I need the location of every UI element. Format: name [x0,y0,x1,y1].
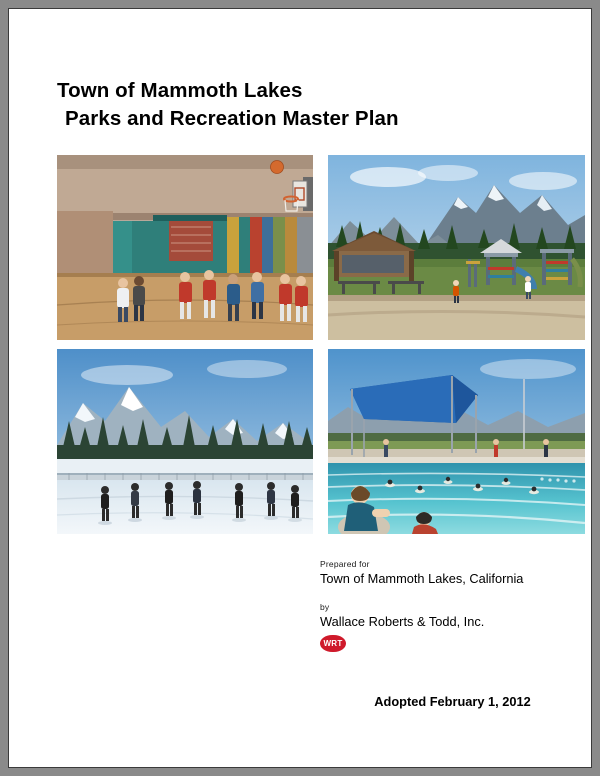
prepared-for-value: Town of Mammoth Lakes, California [320,571,524,586]
title-line-2: Parks and Recreation Master Plan [65,106,399,130]
page-title [57,77,557,132]
photo-basketball-gym [57,155,313,340]
adopted-date: Adopted February 1, 2012 [374,694,531,709]
photo-ice-rink [57,349,313,534]
prepared-for-label: Prepared for [320,559,370,569]
credits-block [320,559,585,652]
by-value: Wallace Roberts & Todd, Inc. [320,614,485,629]
photo-playground-park [328,155,585,340]
wrt-logo: WRT [320,635,346,652]
by-label: by [320,602,330,612]
document-page [8,8,592,768]
title-line-1: Town of Mammoth Lakes [57,79,303,102]
photo-swimming-pool [328,349,585,534]
